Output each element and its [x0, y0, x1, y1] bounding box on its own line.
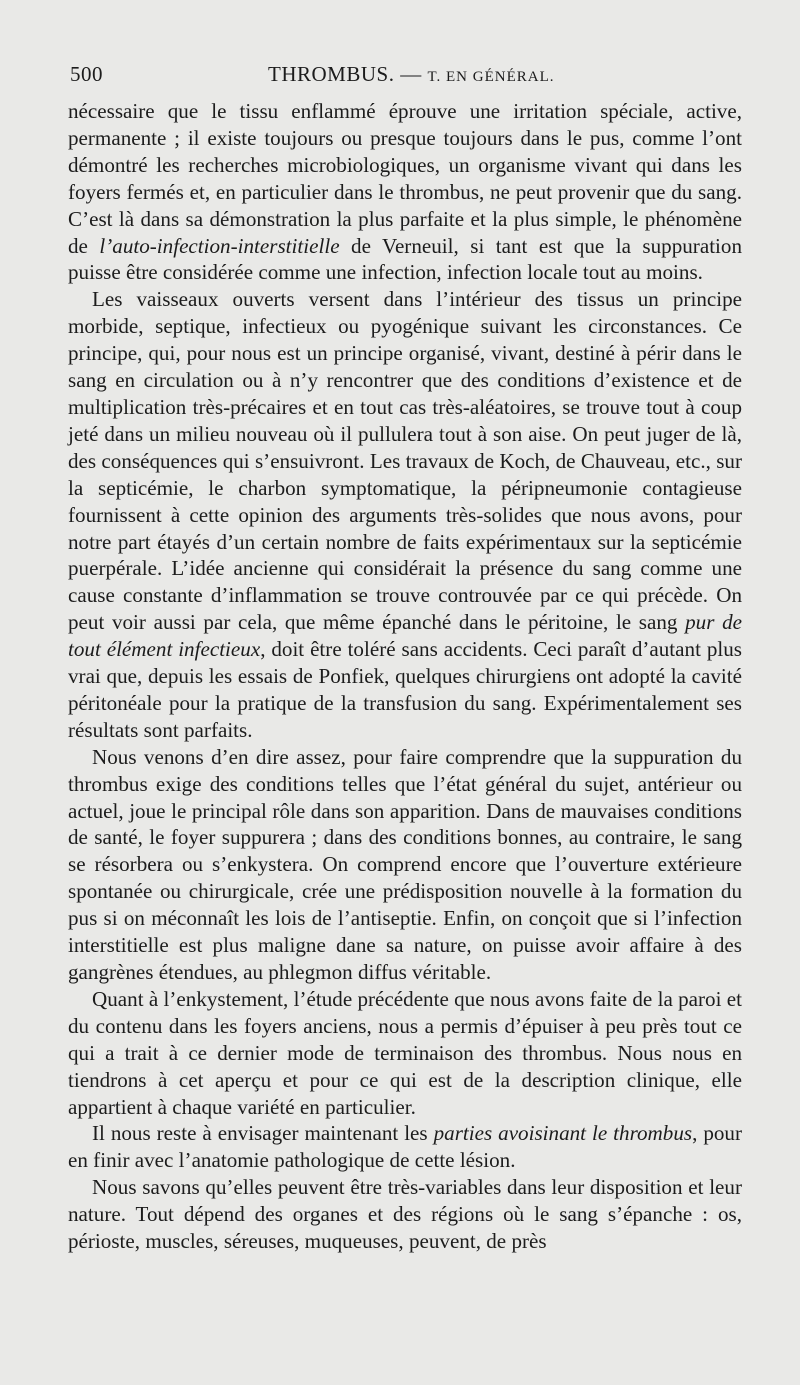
text-run: Nous venons d’en dire assez, pour faire comprendre que la suppuration du thrombus exige des conditions telles que l’état général du sujet, antérieur ou actuel, joue le principal rôle dans son apparition. Dans de mauvaises conditions de santé, le foyer suppurera ; dans des conditions bonnes, au contraire, le sang se résorbera ou s’enkystera. On comprend encore que l’ouverture extérieure spontanée ou chirurgicale, crée une prédisposition nouvelle à la formation du pus si on méconnaît les lois de l’antiseptie. Enfin, on conçoit que si l’infection interstitielle est plus maligne dane sa nature, on puisse avoir affaire à des gangrènes étendues, au phlegmon diffus véritable. [68, 744, 742, 984]
text-run: , doit être toléré sans accidents. Ceci paraît d’autant plus vrai que, depuis les essais de Ponfiek, quelques chirurgiens ont adopté la cavité péritonéale pour la pratique de la transfusion du sang. Expérimentalement ses résultats sont parfaits. [68, 637, 742, 742]
italic-text: l’auto-infection-interstitielle [99, 233, 340, 258]
page-number: 500 [70, 62, 103, 86]
chapter-title: THROMBUS. [268, 62, 395, 86]
paragraph [68, 1120, 742, 1174]
text-run: , pour en finir avec l’anatomie pathologique de cette lésion. [68, 1121, 742, 1173]
paragraph [68, 986, 742, 1121]
running-title [268, 62, 555, 87]
text-run: de Verneuil, si tant est que la suppuration puisse être considérée comme une infection, infection locale tout au moins. [68, 233, 743, 285]
section-subtitle: T. EN GÉNÉRAL. [427, 69, 555, 85]
text-run: Les vaisseaux ouverts versent dans l’intérieur des tissus un principe morbide, septique, infectieux ou pyogénique suivant les circonstances. Ce principe, qui, pour nous est un principe organisé, vivant, destiné à périr dans le sang en circulation ou à n’y rencontrer que des conditions d’existence et de multiplication très-précaires et en tout cas très-aléatoires, se trouve tout à coup jeté dans un milieu nouveau où il pullulera tout à son aise. On peut juger de là, des conséquences qui s’ensuivront. Les travaux de Koch, de Chauveau, etc., sur la septicémie, le charbon symptomatique, la péripneumonie contagieuse fournissent à cette opinion des arguments très-solides que nous avons, pour notre part étayés d’un certain nombre de faits expérimentaux sur la septicémie puerpérale. L’idée ancienne qui considérait la présence du sang comme une cause constante d’inflammation se trouve controuvée par ce qui précède. On peut voir aussi par cela, que même épanché dans le péritoine, le sang [68, 287, 742, 635]
text-run: nécessaire que le tissu enflammé éprouve une irritation spéciale, active, permanente ; il existe toujours ou presque toujours dans le pus, comme l’ont démontré les recherches microbiologiques, un organisme vivant qui dans les foyers fermés et, en particulier dans le thrombus, ne peut provenir que du sang. C’est là dans sa démonstration la plus parfaite et la plus simple, le phénomène de [68, 99, 742, 258]
running-head [68, 58, 742, 98]
body-text [68, 98, 742, 1255]
text-run: Il nous reste à envisager maintenant les [92, 1121, 434, 1146]
text-run: Nous savons qu’elles peuvent être très-variables dans leur disposition et leur nature. Tout dépend des organes et des régions où le sang s’épanche : os, périoste, muscles, séreuses, muqueuses, peuvent, de près [68, 1175, 742, 1254]
paragraph [68, 98, 742, 286]
paragraph [68, 286, 742, 743]
paragraph [68, 744, 742, 986]
italic-text: pur de tout élément infectieux [68, 610, 742, 662]
italic-text: parties avoisinant le thrombus [433, 1121, 693, 1146]
text-run: Quant à l’enkystement, l’étude précédente que nous avons faite de la paroi et du contenu dans les foyers anciens, nous a permis d’épuiser à peu près tout ce qui a trait à ce dernier mode de terminaison des thrombus. Nous nous en tiendrons à cet aperçu et pour ce qui est de la description clinique, elle appartient à chaque variété en particulier. [68, 986, 742, 1119]
paragraph [68, 1174, 742, 1255]
title-separator: — [400, 62, 422, 86]
